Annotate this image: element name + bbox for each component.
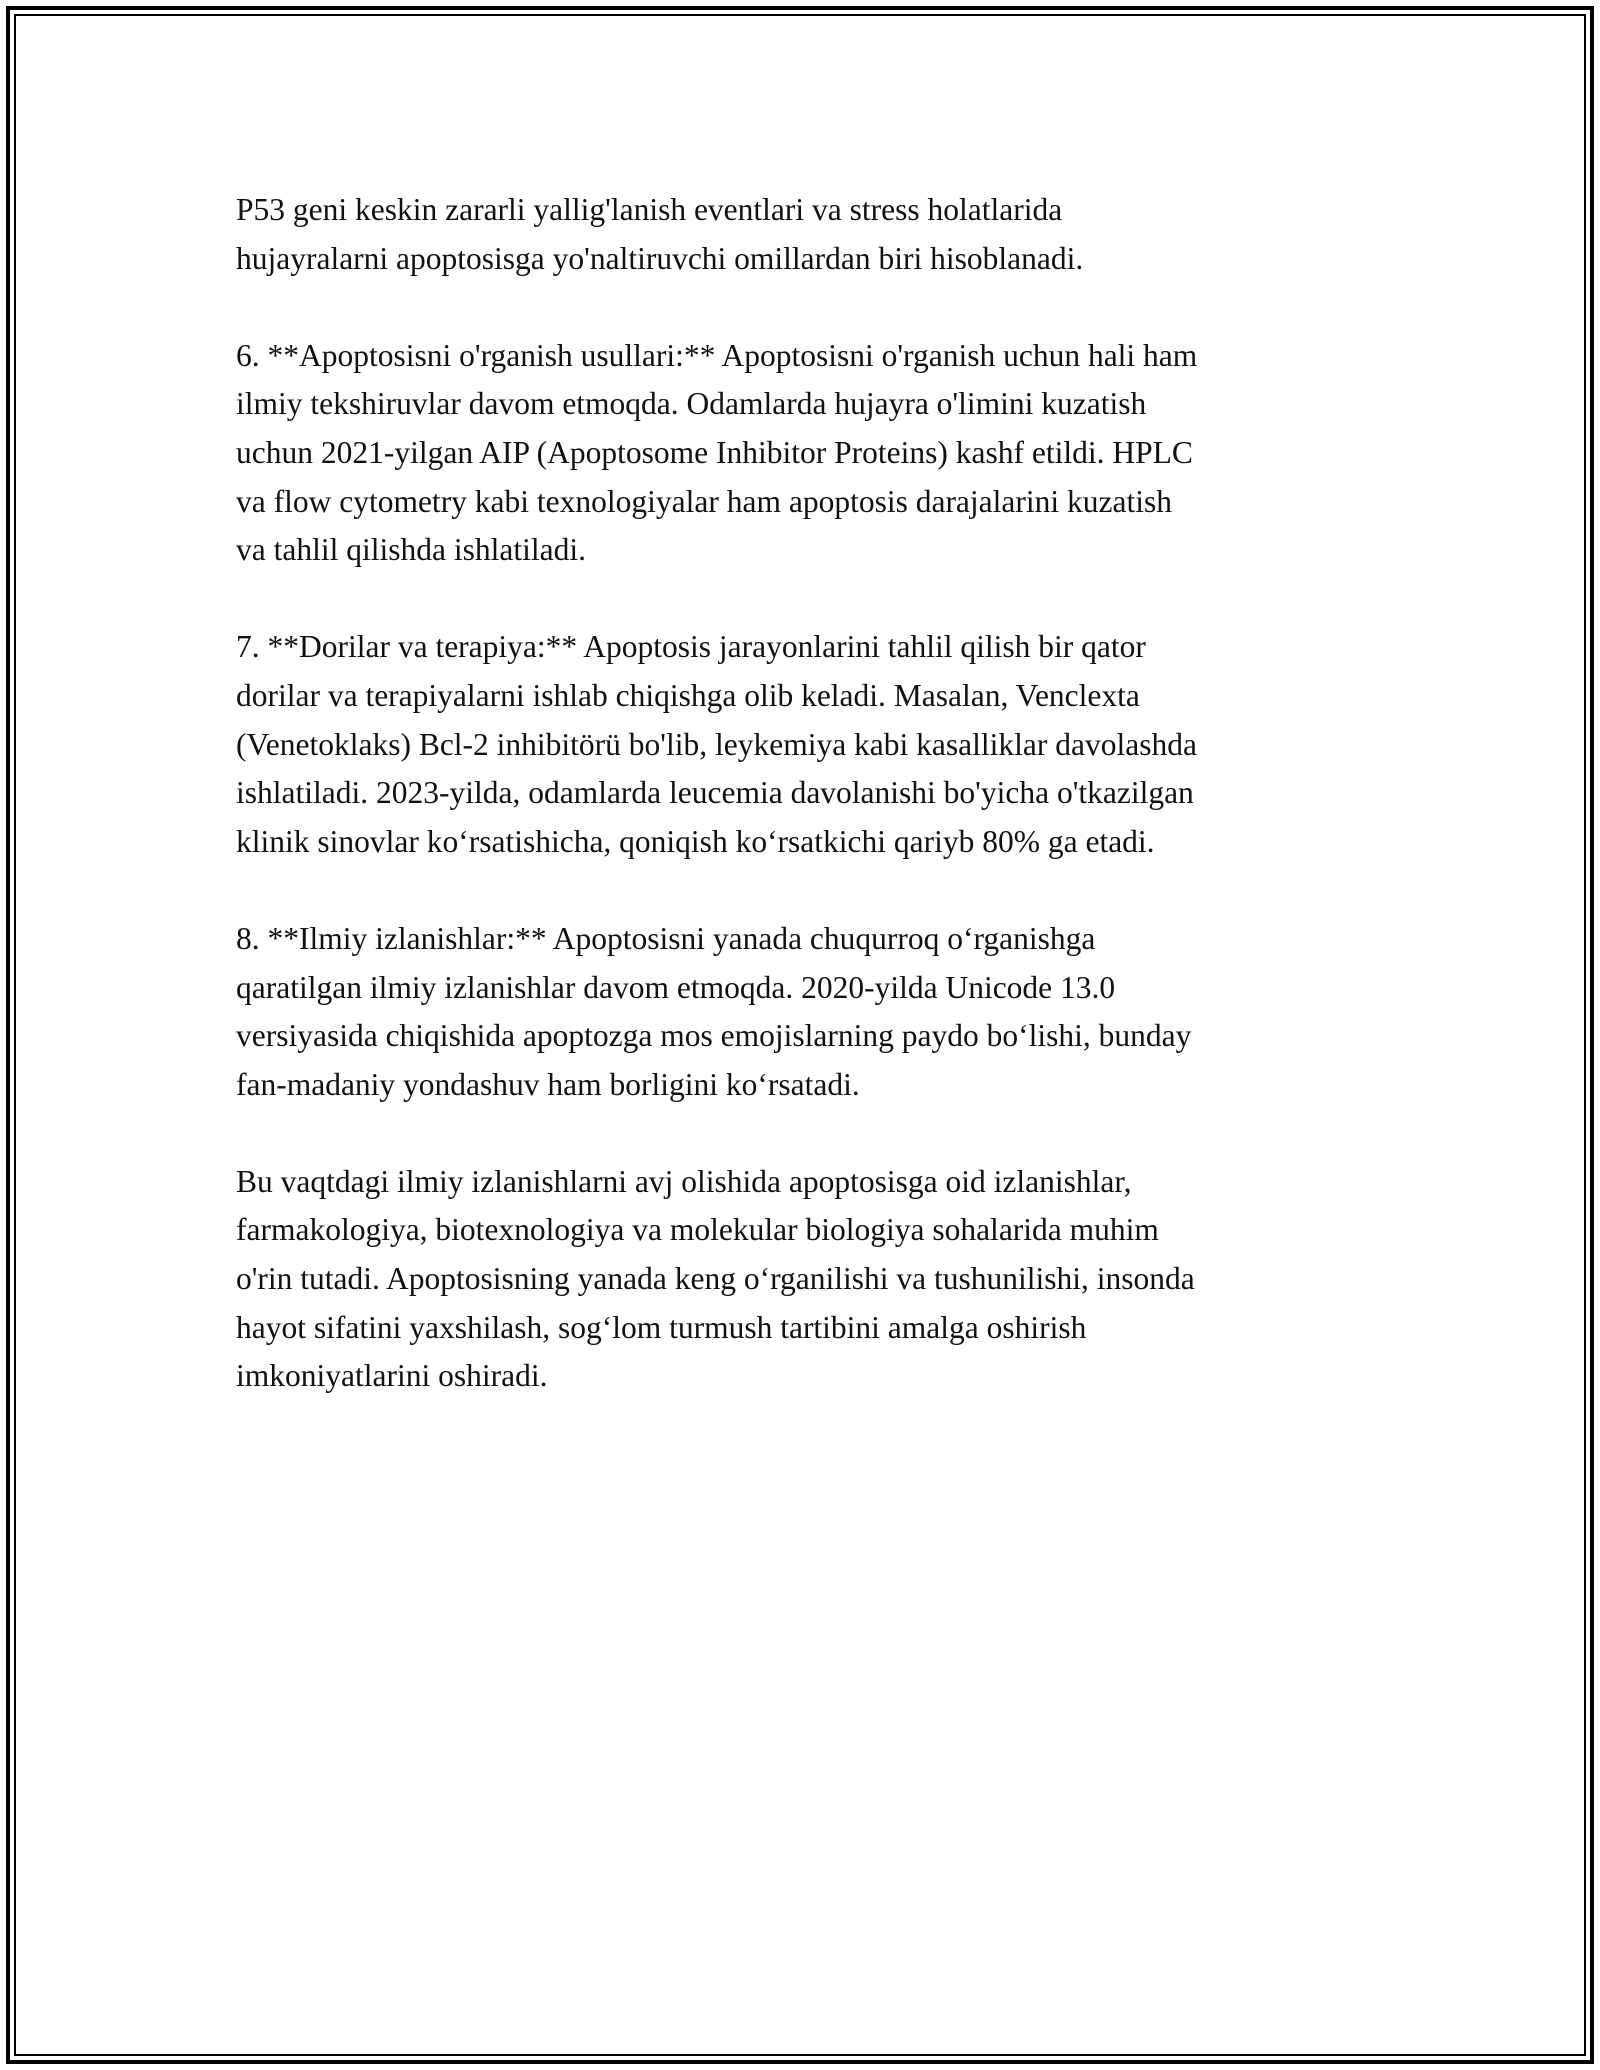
text-line: 8. **Ilmiy izlanishlar:** Apoptosisni yanada chuqurroq oʻrganishga: [236, 920, 1096, 956]
text-line: ilmiy tekshiruvlar davom etmoqda. Odamlarda hujayra o'limini kuzatish: [236, 386, 1147, 422]
text-line: fan-madaniy yondashuv ham borligini koʻrsatadi.: [236, 1066, 860, 1102]
text-line: versiyasida chiqishida apoptozga mos emojislarning paydo boʻlishi, bunday: [236, 1018, 1192, 1054]
text-line: ishlatiladi. 2023-yilda, odamlarda leucemia davolanishi bo'yicha o'tkazilgan: [236, 775, 1194, 811]
text-line: P53 geni keskin zararli yallig'lanish eventlari va stress holatlarida: [236, 192, 1063, 227]
text-line: farmakologiya, biotexnologiya va molekular biologiya sohalarida muhim: [236, 1212, 1159, 1248]
paragraph-drugs-therapy: [236, 623, 1386, 866]
text-line: hayot sifatini yaxshilash, sogʻlom turmush tartibini amalga oshirish: [236, 1309, 1087, 1345]
paragraph-p53: [236, 186, 1386, 283]
paragraph-conclusion: [236, 1158, 1386, 1401]
text-line: 7. **Dorilar va terapiya:** Apoptosis jarayonlarini tahlil qilish bir qator: [236, 629, 1146, 665]
text-line: klinik sinovlar koʻrsatishicha, qoniqish koʻrsatkichi qariyb 80% ga etadi.: [236, 823, 1155, 859]
text-line: va tahlil qilishda ishlatiladi.: [236, 532, 586, 568]
text-line: uchun 2021-yilgan AIP (Apoptosome Inhibitor Proteins) kashf etildi. HPLC: [236, 434, 1193, 470]
text-line: hujayralarni apoptosisga yo'naltiruvchi omillardan biri hisoblanadi.: [236, 240, 1084, 276]
text-line: o'rin tutadi. Apoptosisning yanada keng oʻrganilishi va tushunilishi, insonda: [236, 1261, 1195, 1297]
text-line: qaratilgan ilmiy izlanishlar davom etmoqda. 2020-yilda Unicode 13.0: [236, 969, 1116, 1005]
text-line: 6. **Apoptosisni o'rganish usullari:** Apoptosisni o'rganish uchun hali ham: [236, 337, 1198, 373]
text-line: (Venetoklaks) Bcl-2 inhibitörü bo'lib, leykemiya kabi kasalliklar davolashda: [236, 726, 1197, 762]
paragraph-research-methods: [236, 332, 1386, 575]
text-line: va flow cytometry kabi texnologiyalar ham apoptosis darajalarini kuzatish: [236, 483, 1172, 519]
paragraph-scientific-research: [236, 915, 1386, 1109]
document-body: [236, 186, 1386, 1449]
text-line: Bu vaqtdagi ilmiy izlanishlarni avj olishida apoptosisga oid izlanishlar,: [236, 1163, 1132, 1199]
text-line: dorilar va terapiyalarni ishlab chiqishga olib keladi. Masalan, Venclexta: [236, 677, 1140, 713]
text-line: imkoniyatlarini oshiradi.: [236, 1358, 548, 1394]
